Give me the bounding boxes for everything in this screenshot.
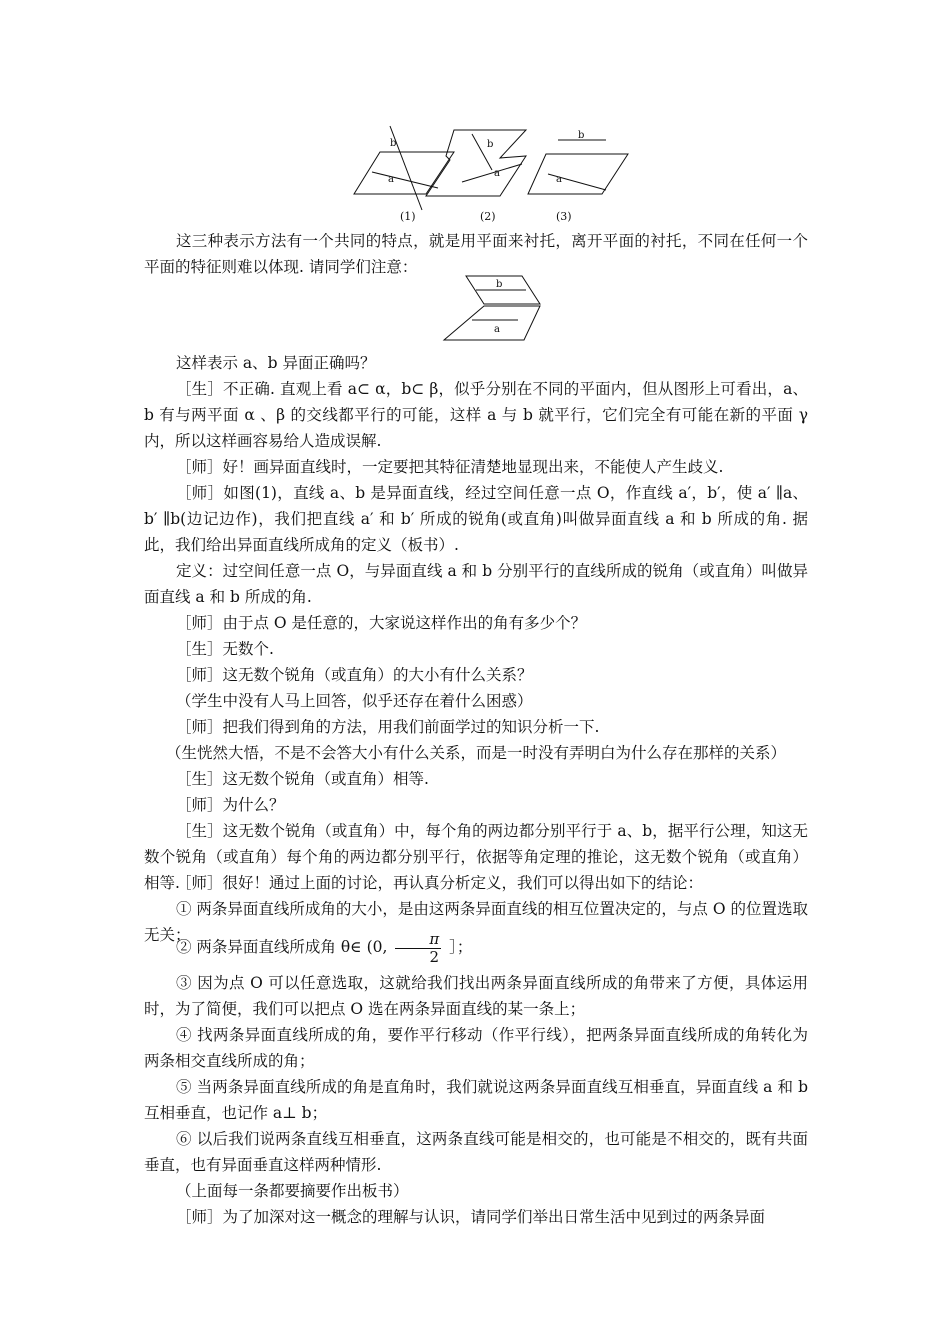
paragraph-teacher-why: ［师］为什么？ — [176, 796, 285, 814]
item2-suffix: ］； — [449, 938, 473, 956]
conclusion-item-1: ① 两条异面直线所成角的大小，是由这两条异面直线的相互位置决定的，与点 O 的位置选取无关； — [144, 900, 808, 944]
paragraph-student-reason: ［生］这无数个锐角（或直角）中，每个角的两边都分别平行于 a、b，据平行公理，知这无数个锐角（或直角）每个角的两边都分别平行，依据等角定理的推论，这无数个锐角（或直角）相等. — [144, 822, 808, 892]
conclusion-item-4: ④ 找两条异面直线所成的角，要作平行移动（作平行线），把两条异面直线所成的角转化为两条相交直线所成的角； — [144, 1026, 808, 1070]
skew-lines-figure-middle — [440, 272, 550, 346]
paragraph-three-methods: 这三种表示方法有一个共同的特点，就是用平面来衬托，离开平面的衬托，不同在任何一个平面的特征则难以体现. 请同学们注意： — [144, 232, 808, 276]
conclusion-item-6: ⑥ 以后我们说两条直线互相垂直，这两条直线可能是相交的，也可能是不相交的，既有共面垂直，也有异面垂直这样两种情形. — [144, 1130, 808, 1174]
paragraph-teacher-analyze: ［师］把我们得到角的方法，用我们前面学过的知识分析一下. — [176, 718, 600, 736]
fig1-label-a: a — [388, 174, 394, 185]
fig3-label-b: b — [578, 130, 585, 141]
fig2-label-a: a — [494, 168, 500, 179]
paragraph-students-realize: （生恍然大悟，不是不会答大小有什么关系，而是一时没有弄明白为什么存在那样的关系） — [166, 744, 787, 762]
fig3-caption: (3) — [556, 210, 572, 223]
paragraph-student-answer: ［生］不正确. 直观上看 a⊂ α，b⊂ β，似乎分别在不同的平面内，但从图形上可看出，a、b 有与两平面 α 、β 的交线都平行的可能，这样 a 与 b 就平行，它们完全有可能在新的平面 γ 内，所以这样画容易给人造成误解. — [144, 380, 808, 450]
paragraph-definition: 定义：过空间任意一点 O，与异面直线 a 和 b 分别平行的直线所成的锐角（或直角）叫做异面直线 a 和 b 所成的角. — [144, 562, 808, 606]
fig2-caption: (2) — [480, 210, 496, 223]
fig3-label-a: a — [556, 174, 562, 185]
paragraph-student-equal: ［生］这无数个锐角（或直角）相等. — [176, 770, 429, 788]
fig2-label-b: b — [487, 139, 494, 150]
paragraph-board-note: （上面每一条都要摘要作出板书） — [176, 1182, 409, 1200]
paragraph-teacher-figure: ［师］如图(1)，直线 a、b 是异面直线，经过空间任意一点 O，作直线 a′，b′，使 a′ ∥a、b′ ∥b(边记边作)，我们把直线 a′ 和 b′ 所成的锐角(或直角)叫做异面直线 a 和 b 所成的角. 据此，我们给出异面直线所成角的定义（板书）. — [144, 484, 808, 554]
paragraph-students-confused: （学生中没有人马上回答，似乎还存在着什么困惑） — [176, 692, 533, 710]
paragraph-student-infinite: ［生］无数个. — [176, 640, 274, 658]
item2-prefix: ② 两条异面直线所成角 θ∈ (0, — [176, 938, 388, 956]
conclusion-item-5: ⑤ 当两条异面直线所成的角是直角时，我们就说这两条异面直线互相垂直，异面直线 a 和 b 互相垂直，也记作 a⊥ b； — [144, 1078, 808, 1122]
fig1-caption: (1) — [400, 210, 416, 223]
paragraph-teacher-good: ［师］好！画异面直线时，一定要把其特征清楚地显现出来，不能使人产生歧义. — [176, 458, 724, 476]
skew-lines-figure-top — [350, 120, 640, 230]
fig1-label-b: b — [390, 138, 397, 149]
conclusion-item-2 — [144, 930, 808, 966]
paragraph-question: 这样表示 a、b 异面正确吗？ — [176, 354, 376, 372]
fraction-denominator: 2 — [429, 947, 440, 966]
conclusion-item-3: ③ 因为点 O 可以任意选取，这就给我们找出两条异面直线所成的角带来了方便，具体运用时，为了简便，我们可以把点 O 选在两条异面直线的某一条上； — [144, 974, 808, 1018]
paragraph-teacher-examples: ［师］为了加深对这一概念的理解与认识，请同学们举出日常生活中见到过的两条异面 — [176, 1208, 766, 1226]
pi-over-two-fraction — [395, 931, 441, 966]
middle-label-a: a — [494, 324, 500, 335]
paragraph-teacher-relation: ［师］这无数个锐角（或直角）的大小有什么关系？ — [176, 666, 533, 684]
paragraph-teacher-how-many: ［师］由于点 O 是任意的，大家说这样作出的角有多少个？ — [176, 614, 587, 632]
paragraph-teacher-conclusion: ［师］很好！通过上面的讨论，再认真分析定义，我们可以得出如下的结论： — [176, 874, 704, 892]
middle-label-b: b — [496, 279, 503, 290]
fraction-numerator: π — [395, 931, 441, 949]
